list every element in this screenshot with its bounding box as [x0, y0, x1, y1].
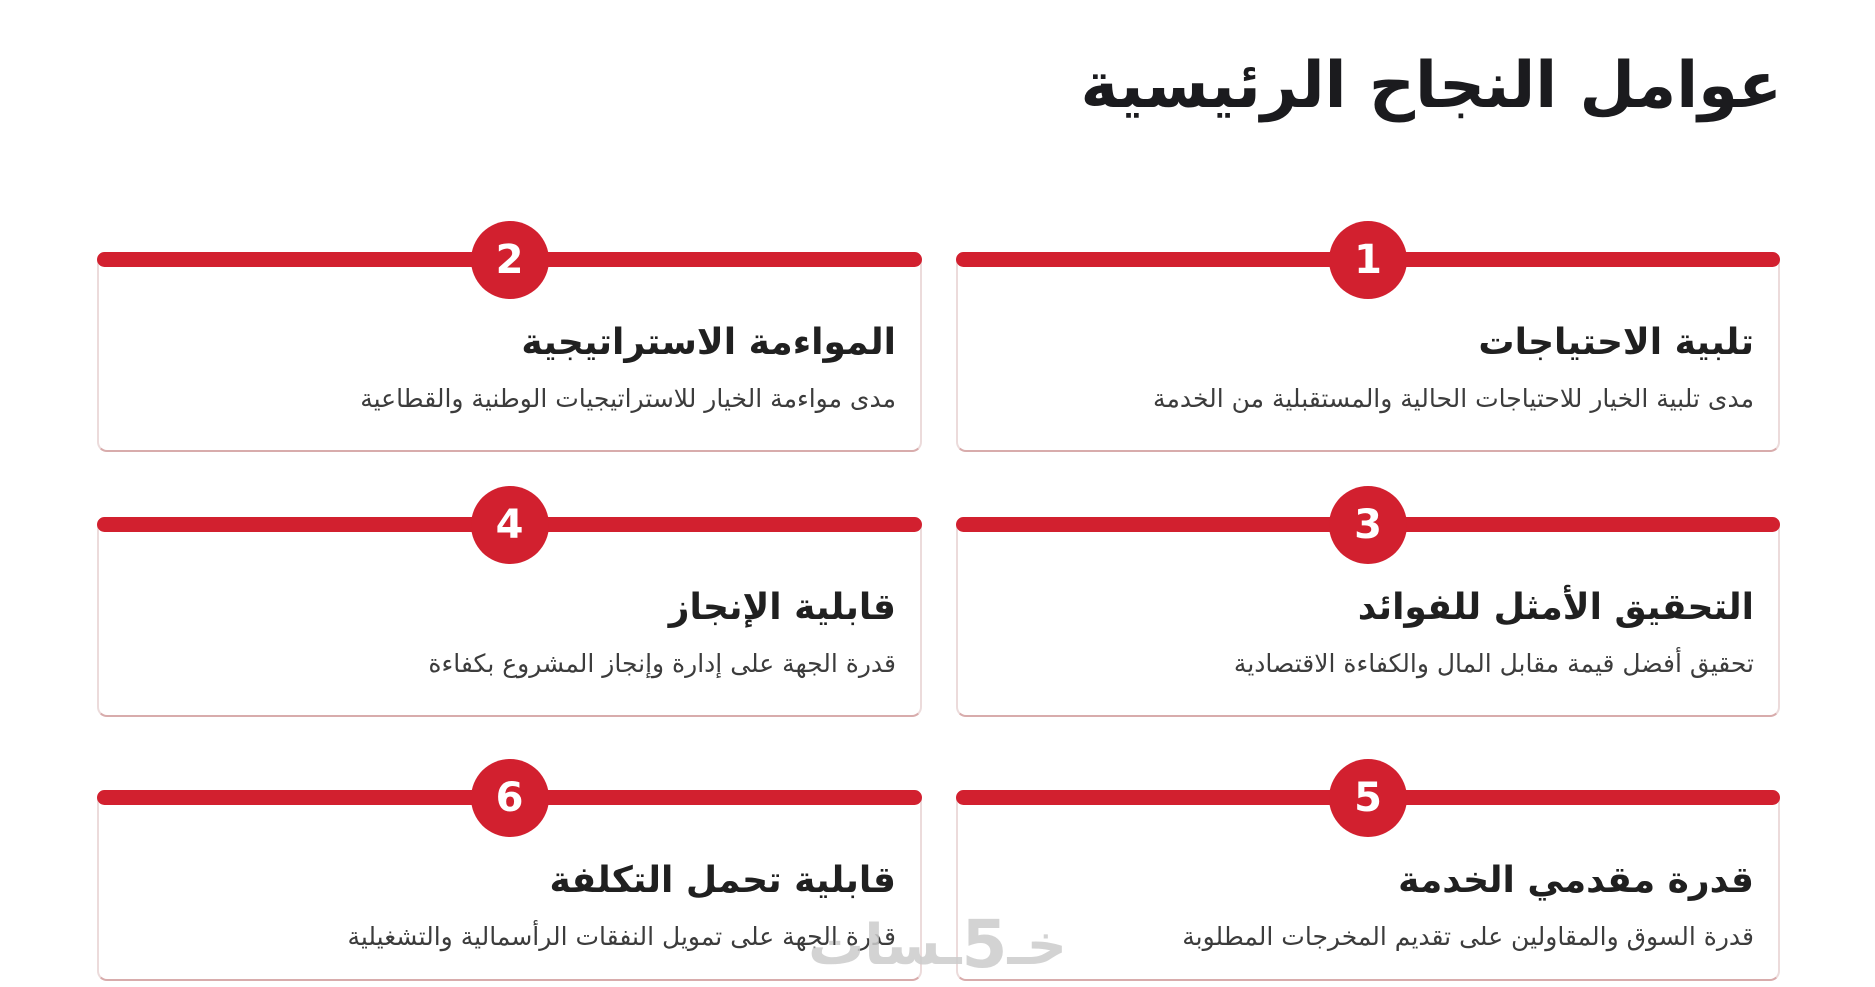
number-badge [471, 221, 549, 299]
card-description: تحقيق أفضل قيمة مقابل المال والكفاءة الاقتصادية [1233, 649, 1754, 678]
card-description: قدرة السوق والمقاولين على تقديم المخرجات المطلوبة [1182, 922, 1754, 951]
card-description: مدى تلبية الخيار للاحتياجات الحالية والمستقبلية من الخدمة [1153, 384, 1754, 413]
page-title: عوامل النجاح الرئيسية [1080, 49, 1782, 123]
card-title: المواءمة الاستراتيجية [521, 322, 896, 363]
number-badge [1329, 221, 1407, 299]
card-number: 3 [1354, 502, 1382, 548]
number-badge [1329, 759, 1407, 837]
number-badge [471, 759, 549, 837]
card-achievability [97, 502, 922, 717]
card-description: مدى مواءمة الخيار للاستراتيجيات الوطنية والقطاعية [360, 384, 896, 413]
card-number: 1 [1354, 237, 1382, 283]
card-strategic-alignment [97, 237, 922, 452]
card-title: قدرة مقدمي الخدمة [1398, 860, 1754, 901]
card-title: قابلية الإنجاز [668, 587, 896, 628]
card-title: تلبية الاحتياجات [1478, 322, 1754, 363]
watermark-suffix: ـسات [808, 913, 962, 978]
card-number: 4 [495, 502, 524, 548]
number-badge [471, 486, 549, 564]
card-description: قدرة الجهة على تمويل النفقات الرأسمالية والتشغيلية [347, 922, 896, 951]
watermark-digit: 5 [961, 906, 1008, 983]
card-number: 6 [495, 775, 524, 821]
card-title: التحقيق الأمثل للفوائد [1357, 587, 1754, 628]
card-meeting-needs [956, 237, 1780, 452]
watermark-prefix: خـ [1007, 913, 1067, 978]
khamsat-watermark [808, 906, 1067, 983]
card-optimal-benefits [956, 502, 1780, 717]
card-number: 5 [1354, 775, 1382, 821]
card-provider-capacity [956, 775, 1780, 981]
card-number: 2 [495, 237, 524, 283]
card-title: قابلية تحمل التكلفة [549, 860, 896, 901]
card-affordability [97, 775, 922, 981]
card-description: قدرة الجهة على إدارة وإنجاز المشروع بكفاءة [428, 649, 896, 678]
number-badge [1329, 486, 1407, 564]
